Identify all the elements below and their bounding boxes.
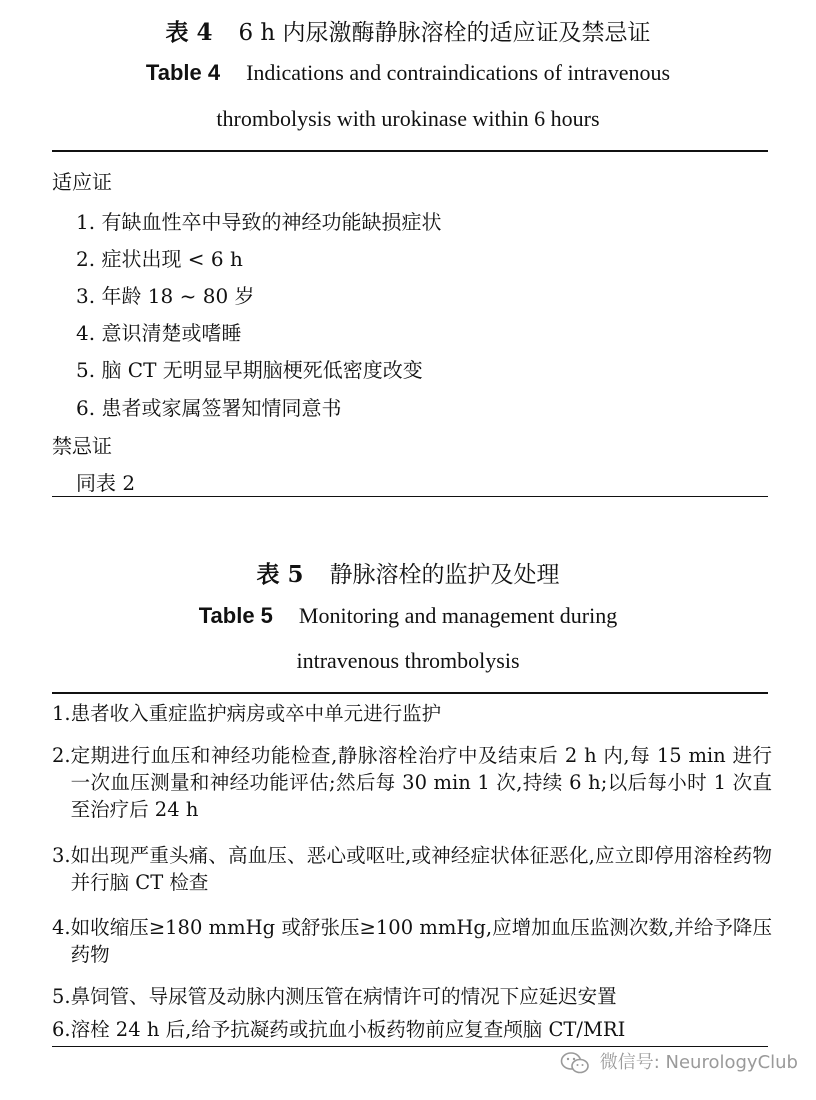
table4-title-en-line2: thrombolysis with urokinase within 6 hours: [216, 106, 600, 131]
table4-indication-item: 5. 脑 CT 无明显早期脑梗死低密度改变: [76, 358, 423, 382]
table5-item: [52, 1016, 772, 1043]
table4-indication-item: 4. 意识清楚或嗜睡: [76, 321, 242, 345]
item-number: 6.: [52, 1018, 71, 1041]
table5-label-cn: 表 5: [256, 561, 304, 588]
wechat-icon: [560, 1052, 600, 1073]
table4-indication-item: 2. 症状出现 < 6 h: [76, 247, 243, 271]
table5-item: [52, 742, 772, 823]
table4-indication-item: 1. 有缺血性卒中导致的神经功能缺损症状: [76, 210, 442, 234]
table5-item: [52, 914, 772, 968]
table4-caption-cn: [0, 14, 816, 47]
table4-bottom-rule: [52, 496, 768, 497]
table5-item: [52, 700, 772, 727]
table5-caption-cn: [0, 556, 816, 589]
item-text: 患者收入重症监护病房或卒中单元进行监护: [70, 702, 442, 725]
table5-label-en: Table 5: [198, 603, 273, 628]
item-text: 如收缩压≥180 mmHg 或舒张压≥100 mmHg,应增加血压监测次数,并给予降压药物: [70, 916, 772, 966]
item-text: 定期进行血压和神经功能检查,静脉溶栓治疗中及结束后 2 h 内,每 15 min 进行一次血压测量和神经功能评估;然后每 30 min 1 次,持续 6 h;以后每小时 1 次直至治疗后 24 h: [70, 744, 772, 821]
item-text: 如出现严重头痛、高血压、恶心或呕吐,或神经症状体征恶化,应立即停用溶栓药物并行脑 CT 检查: [70, 844, 772, 894]
item-number: 5.: [52, 985, 71, 1008]
table4-label-cn: 表 4: [165, 19, 213, 46]
table4-title-cn: 6 h 内尿激酶静脉溶栓的适应证及禁忌证: [238, 20, 651, 46]
table4-title-en-line1: Indications and contraindications of intravenous: [246, 60, 671, 85]
watermark: [560, 1048, 798, 1075]
table5-title-en-line2: intravenous thrombolysis: [296, 648, 520, 673]
table5-caption-en: [0, 603, 816, 629]
table5-title-cn: 静脉溶栓的监护及处理: [329, 562, 560, 588]
table4-caption-en: [0, 60, 816, 86]
table5-item: [52, 842, 772, 896]
table5-bottom-rule: [52, 1046, 768, 1047]
table5-top-rule: [52, 692, 768, 694]
item-number: 2.: [52, 744, 71, 767]
item-number: 4.: [52, 916, 71, 939]
table4-indication-item: 3. 年龄 18 ~ 80 岁: [76, 284, 255, 308]
item-number: 3.: [52, 844, 71, 867]
table5-title-en-line1: Monitoring and management during: [298, 603, 618, 628]
table4-top-rule: [52, 150, 768, 152]
table4-contraindications-heading: 禁忌证: [52, 434, 112, 458]
item-text: 溶栓 24 h 后,给予抗凝药或抗血小板药物前应复查颅脑 CT/MRI: [70, 1018, 626, 1041]
table4-label-en: Table 4: [145, 60, 221, 85]
table4-indication-item: 6. 患者或家属签署知情同意书: [76, 396, 342, 420]
watermark-text: 微信号: NeurologyClub: [599, 1052, 798, 1073]
table4-indications-heading: 适应证: [52, 170, 112, 194]
item-text: 鼻饲管、导尿管及动脉内测压管在病情许可的情况下应延迟安置: [70, 985, 617, 1008]
table4-contraindications-text: 同表 2: [76, 471, 136, 495]
item-number: 1.: [52, 702, 71, 725]
table5-item: [52, 983, 772, 1010]
